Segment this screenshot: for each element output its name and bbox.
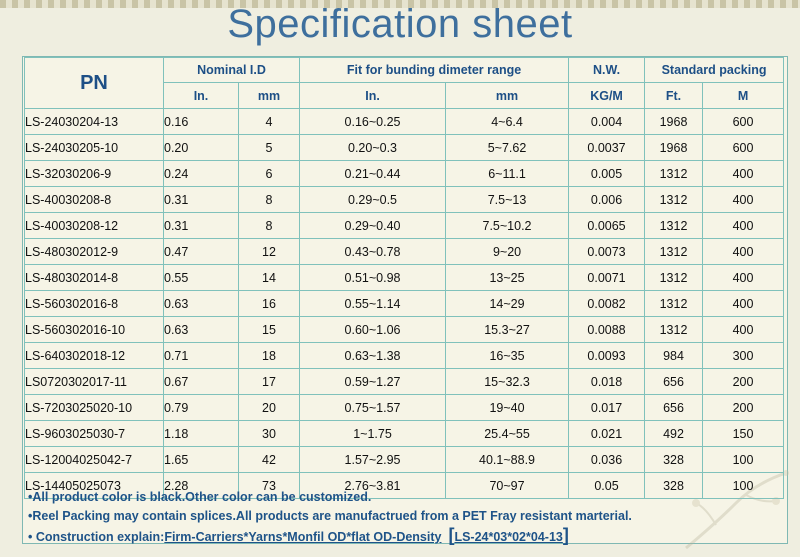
note-code-close-bracket: ] <box>562 525 569 545</box>
cell-nw: 0.0093 <box>569 343 645 369</box>
cell-fit-mm: 4~6.4 <box>446 109 569 135</box>
cell-fit-in: 0.51~0.98 <box>300 265 446 291</box>
cell-m: 100 <box>703 473 784 499</box>
cell-nw: 0.036 <box>569 447 645 473</box>
cell-id-mm: 12 <box>239 239 300 265</box>
cell-fit-mm: 25.4~55 <box>446 421 569 447</box>
table-row <box>25 109 784 135</box>
cell-fit-in: 0.43~0.78 <box>300 239 446 265</box>
cell-pn: LS0720302017-11 <box>25 369 164 395</box>
page-title: Specification sheet <box>227 2 573 46</box>
cell-nw: 0.018 <box>569 369 645 395</box>
cell-ft: 328 <box>645 473 703 499</box>
subheader-m: M <box>703 83 784 109</box>
table-row <box>25 343 784 369</box>
cell-m: 600 <box>703 135 784 161</box>
cell-id-in: 2.28 <box>164 473 239 499</box>
cell-pn: LS-640302018-12 <box>25 343 164 369</box>
cell-pn: LS-560302016-8 <box>25 291 164 317</box>
cell-id-in: 0.20 <box>164 135 239 161</box>
cell-fit-mm: 16~35 <box>446 343 569 369</box>
cell-id-mm: 16 <box>239 291 300 317</box>
table-row <box>25 421 784 447</box>
note-packing: •Reel Packing may contain splices.All products are manufactrued from a PET Fray resistant marterial. <box>28 509 632 523</box>
cell-ft: 656 <box>645 369 703 395</box>
subheader-id-mm: mm <box>239 83 300 109</box>
cell-fit-mm: 7.5~10.2 <box>446 213 569 239</box>
cell-fit-in: 1.57~2.95 <box>300 447 446 473</box>
cell-id-mm: 14 <box>239 265 300 291</box>
cell-ft: 656 <box>645 395 703 421</box>
cell-m: 150 <box>703 421 784 447</box>
cell-fit-in: 0.59~1.27 <box>300 369 446 395</box>
cell-fit-in: 0.55~1.14 <box>300 291 446 317</box>
cell-id-in: 0.71 <box>164 343 239 369</box>
cell-id-in: 0.55 <box>164 265 239 291</box>
cell-fit-in: 0.29~0.5 <box>300 187 446 213</box>
cell-nw: 0.017 <box>569 395 645 421</box>
cell-id-mm: 6 <box>239 161 300 187</box>
cell-m: 400 <box>703 317 784 343</box>
cell-pn: LS-24030205-10 <box>25 135 164 161</box>
cell-m: 400 <box>703 239 784 265</box>
cell-nw: 0.006 <box>569 187 645 213</box>
cell-fit-in: 0.21~0.44 <box>300 161 446 187</box>
cell-nw: 0.005 <box>569 161 645 187</box>
cell-ft: 1312 <box>645 213 703 239</box>
cell-m: 100 <box>703 447 784 473</box>
cell-nw: 0.05 <box>569 473 645 499</box>
header-pn: PN <box>25 58 164 109</box>
spec-table-body <box>25 109 784 499</box>
cell-id-in: 0.24 <box>164 161 239 187</box>
cell-pn: LS-32030206-9 <box>25 161 164 187</box>
cell-id-mm: 42 <box>239 447 300 473</box>
subheader-fit-in: In. <box>300 83 446 109</box>
cell-m: 400 <box>703 161 784 187</box>
cell-id-mm: 8 <box>239 187 300 213</box>
cell-id-in: 0.47 <box>164 239 239 265</box>
cell-m: 400 <box>703 213 784 239</box>
cell-ft: 1968 <box>645 109 703 135</box>
cell-id-in: 0.31 <box>164 213 239 239</box>
cell-fit-in: 0.60~1.06 <box>300 317 446 343</box>
table-row <box>25 317 784 343</box>
cell-id-mm: 20 <box>239 395 300 421</box>
note-construction-prefix: • Construction explain: <box>28 530 165 544</box>
table-row <box>25 291 784 317</box>
cell-fit-in: 0.63~1.38 <box>300 343 446 369</box>
note-construction <box>28 526 784 545</box>
cell-pn: LS-480302014-8 <box>25 265 164 291</box>
spec-table <box>24 57 784 499</box>
cell-nw: 0.0071 <box>569 265 645 291</box>
cell-id-mm: 15 <box>239 317 300 343</box>
table-row <box>25 447 784 473</box>
subheader-id-in: In. <box>164 83 239 109</box>
cell-pn: LS-14405025073 <box>25 473 164 499</box>
table-row <box>25 213 784 239</box>
cell-m: 300 <box>703 343 784 369</box>
cell-id-mm: 4 <box>239 109 300 135</box>
cell-ft: 984 <box>645 343 703 369</box>
header-nw: N.W. <box>569 58 645 83</box>
cell-m: 200 <box>703 395 784 421</box>
subheader-kgm: KG/M <box>569 83 645 109</box>
table-row <box>25 369 784 395</box>
cell-id-in: 0.79 <box>164 395 239 421</box>
cell-nw: 0.004 <box>569 109 645 135</box>
cell-fit-in: 1~1.75 <box>300 421 446 447</box>
cell-fit-in: 0.75~1.57 <box>300 395 446 421</box>
cell-id-in: 0.63 <box>164 291 239 317</box>
cell-id-in: 0.16 <box>164 109 239 135</box>
cell-fit-mm: 19~40 <box>446 395 569 421</box>
table-row <box>25 135 784 161</box>
cell-ft: 1968 <box>645 135 703 161</box>
table-row <box>25 395 784 421</box>
cell-id-mm: 8 <box>239 213 300 239</box>
note-construction-code: LS-24*03*02*04-13 <box>454 530 563 544</box>
cell-id-in: 0.67 <box>164 369 239 395</box>
table-row <box>25 187 784 213</box>
note-construction-explain: Firm-Carriers*Yarns*Monfil OD*flat OD-Density <box>164 530 442 544</box>
cell-fit-mm: 5~7.62 <box>446 135 569 161</box>
cell-ft: 1312 <box>645 291 703 317</box>
cell-ft: 1312 <box>645 187 703 213</box>
cell-nw: 0.0073 <box>569 239 645 265</box>
header-nominal-id: Nominal I.D <box>164 58 300 83</box>
header-standard-packing: Standard packing <box>645 58 784 83</box>
cell-fit-in: 0.16~0.25 <box>300 109 446 135</box>
note-color: •All product color is black.Other color can be customized. <box>28 490 372 504</box>
footnotes <box>28 488 784 545</box>
cell-ft: 1312 <box>645 317 703 343</box>
cell-id-in: 0.63 <box>164 317 239 343</box>
cell-nw: 0.021 <box>569 421 645 447</box>
cell-pn: LS-40030208-12 <box>25 213 164 239</box>
table-row <box>25 161 784 187</box>
cell-fit-mm: 15.3~27 <box>446 317 569 343</box>
cell-id-mm: 18 <box>239 343 300 369</box>
cell-ft: 1312 <box>645 239 703 265</box>
table-row <box>25 265 784 291</box>
cell-id-in: 0.31 <box>164 187 239 213</box>
header-fit-range: Fit for bunding dimeter range <box>300 58 569 83</box>
cell-fit-mm: 70~97 <box>446 473 569 499</box>
cell-pn: LS-480302012-9 <box>25 239 164 265</box>
cell-nw: 0.0065 <box>569 213 645 239</box>
cell-pn: LS-24030204-13 <box>25 109 164 135</box>
cell-fit-mm: 6~11.1 <box>446 161 569 187</box>
cell-fit-in: 2.76~3.81 <box>300 473 446 499</box>
cell-pn: LS-7203025020-10 <box>25 395 164 421</box>
cell-nw: 0.0037 <box>569 135 645 161</box>
cell-pn: LS-9603025030-7 <box>25 421 164 447</box>
cell-id-in: 1.65 <box>164 447 239 473</box>
cell-id-mm: 30 <box>239 421 300 447</box>
cell-m: 200 <box>703 369 784 395</box>
cell-id-mm: 17 <box>239 369 300 395</box>
cell-pn: LS-12004025042-7 <box>25 447 164 473</box>
cell-ft: 328 <box>645 447 703 473</box>
cell-ft: 492 <box>645 421 703 447</box>
cell-id-mm: 5 <box>239 135 300 161</box>
cell-pn: LS-560302016-10 <box>25 317 164 343</box>
cell-fit-mm: 13~25 <box>446 265 569 291</box>
cell-fit-mm: 40.1~88.9 <box>446 447 569 473</box>
cell-fit-in: 0.20~0.3 <box>300 135 446 161</box>
cell-fit-mm: 15~32.3 <box>446 369 569 395</box>
cell-pn: LS-40030208-8 <box>25 187 164 213</box>
cell-id-mm: 73 <box>239 473 300 499</box>
cell-id-in: 1.18 <box>164 421 239 447</box>
cell-nw: 0.0088 <box>569 317 645 343</box>
subheader-fit-mm: mm <box>446 83 569 109</box>
cell-ft: 1312 <box>645 161 703 187</box>
cell-ft: 1312 <box>645 265 703 291</box>
note-code-open-bracket: [ <box>448 525 455 545</box>
cell-m: 400 <box>703 291 784 317</box>
cell-fit-mm: 9~20 <box>446 239 569 265</box>
subheader-ft: Ft. <box>645 83 703 109</box>
cell-m: 400 <box>703 265 784 291</box>
cell-m: 600 <box>703 109 784 135</box>
cell-fit-in: 0.29~0.40 <box>300 213 446 239</box>
table-row <box>25 239 784 265</box>
cell-nw: 0.0082 <box>569 291 645 317</box>
cell-m: 400 <box>703 187 784 213</box>
cell-fit-mm: 7.5~13 <box>446 187 569 213</box>
cell-fit-mm: 14~29 <box>446 291 569 317</box>
